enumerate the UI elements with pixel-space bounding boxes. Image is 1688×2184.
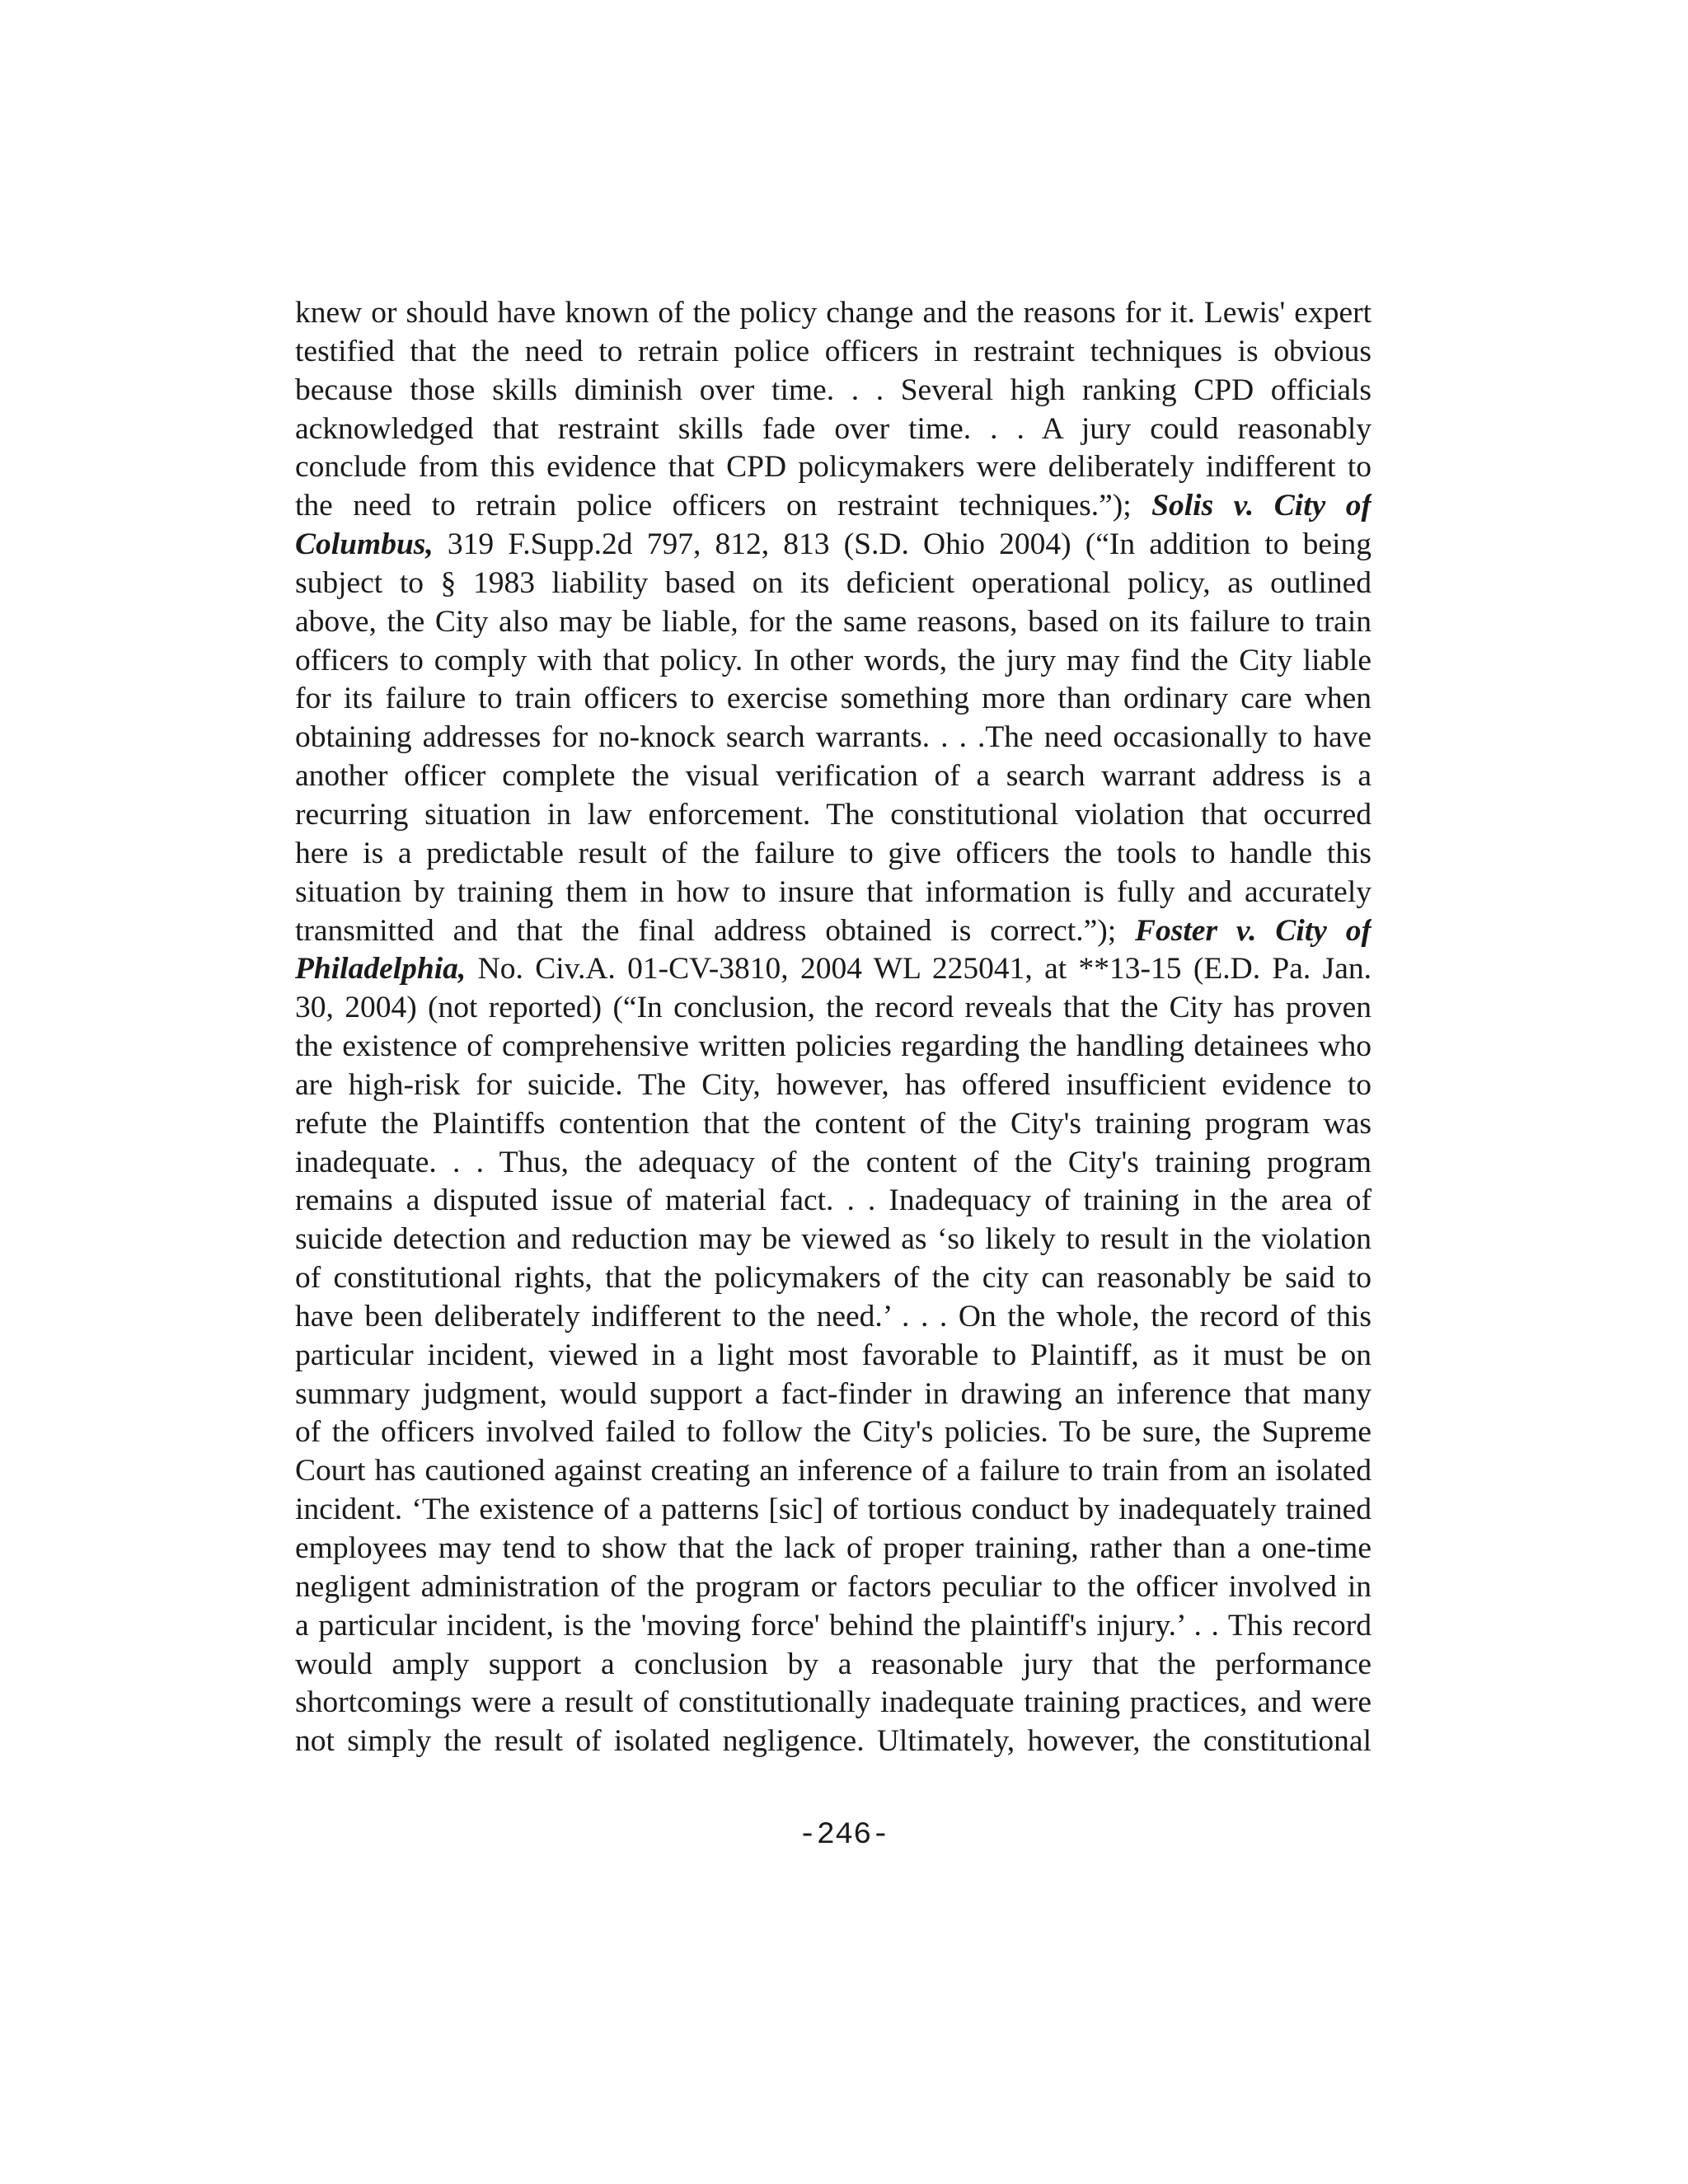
text-line: employees may tend to show that the lack of proper training, rather than a one-time	[295, 1531, 1372, 1565]
text-line: Court has cautioned against creating an inference of a failure to train from an isolated	[295, 1454, 1372, 1488]
text-line	[295, 526, 1372, 565]
text-line: acknowledged that restraint skills fade over time. . . A jury could reasonably	[295, 411, 1372, 446]
text-line: are high-risk for suicide. The City, however, has offered insufficient evidence to	[295, 1067, 1372, 1102]
text-line: because those skills diminish over time. . . Several high ranking CPD officials	[295, 373, 1372, 407]
text-line: the existence of comprehensive written policies regarding the handling detainees who	[295, 1029, 1372, 1064]
text-segment: No. Civ.A. 01-CV-3810, 2004 WL 225041, at **13-15 (E.D. Pa. Jan.	[466, 952, 1372, 987]
text-segment: transmitted and that the final address obtained is correct.”);	[295, 913, 1136, 948]
text-line: above, the City also may be liable, for the same reasons, based on its failure to train	[295, 604, 1372, 639]
text-line: obtaining addresses for no-knock search warrants. . . .The need occasionally to have	[295, 720, 1372, 755]
text-line: negligent administration of the program or factors peculiar to the officer involved in	[295, 1569, 1372, 1604]
case-name: Foster v. City of	[1135, 913, 1372, 948]
text-line: officers to comply with that policy. In other words, the jury may find the City liable	[295, 643, 1372, 677]
text-line: suicide detection and reduction may be viewed as ‘so likely to result in the violation	[295, 1222, 1372, 1257]
body-text	[295, 294, 1372, 1761]
case-name: Columbus,	[295, 527, 434, 562]
text-line: have been deliberately indifferent to the need.’ . . . On the whole, the record of this	[295, 1299, 1372, 1333]
text-line: knew or should have known of the policy change and the reasons for it. Lewis' expert	[295, 296, 1372, 330]
text-segment: the need to retrain police officers on restraint techniques.”);	[295, 489, 1152, 523]
text-line: recurring situation in law enforcement. The constitutional violation that occurred	[295, 797, 1372, 832]
text-segment: 319 F.Supp.2d 797, 812, 813 (S.D. Ohio 2004) (“In addition to being	[433, 527, 1372, 562]
text-line: summary judgment, would support a fact-finder in drawing an inference that many	[295, 1376, 1372, 1411]
text-line: of the officers involved failed to follow the City's policies. To be sure, the Supreme	[295, 1415, 1372, 1450]
text-line	[295, 487, 1372, 526]
text-line: situation by training them in how to insure that information is fully and accurately	[295, 874, 1372, 909]
text-line: testified that the need to retrain police officers in restraint techniques is obvious	[295, 334, 1372, 368]
text-line: for its failure to train officers to exercise something more than ordinary care when	[295, 682, 1372, 716]
text-line: refute the Plaintiffs contention that the content of the City's training program was	[295, 1106, 1372, 1141]
text-line: shortcomings were a result of constitutionally inadequate training practices, and were	[295, 1685, 1372, 1720]
page-number: -246-	[798, 1818, 890, 1853]
text-line	[295, 912, 1372, 951]
text-line: a particular incident, is the 'moving force' behind the plaintiff's injury.’ . . This record	[295, 1608, 1372, 1643]
text-line: remains a disputed issue of material fact. . . Inadequacy of training in the area of	[295, 1183, 1372, 1218]
text-line: of constitutional rights, that the policymakers of the city can reasonably be said to	[295, 1261, 1372, 1296]
text-line: subject to § 1983 liability based on its deficient operational policy, as outlined	[295, 565, 1372, 600]
text-line: incident. ‘The existence of a patterns [sic] of tortious conduct by inadequately trained	[295, 1493, 1372, 1527]
text-line: conclude from this evidence that CPD policymakers were deliberately indifferent to	[295, 450, 1372, 485]
text-line: not simply the result of isolated negligence. Ultimately, however, the constitutional	[295, 1724, 1372, 1759]
text-line: inadequate. . . Thus, the adequacy of the content of the City's training program	[295, 1145, 1372, 1179]
text-line: here is a predictable result of the failure to give officers the tools to handle this	[295, 836, 1372, 870]
text-line	[295, 950, 1372, 989]
case-name: Solis v. City of	[1151, 489, 1372, 523]
text-line: 30, 2004) (not reported) (“In conclusion, the record reveals that the City has proven	[295, 991, 1372, 1025]
case-name: Philadelphia,	[295, 952, 467, 987]
text-line: would amply support a conclusion by a reasonable jury that the performance	[295, 1647, 1372, 1681]
text-line: another officer complete the visual verification of a search warrant address is a	[295, 759, 1372, 794]
text-line: particular incident, viewed in a light most favorable to Plaintiff, as it must be on	[295, 1338, 1372, 1372]
